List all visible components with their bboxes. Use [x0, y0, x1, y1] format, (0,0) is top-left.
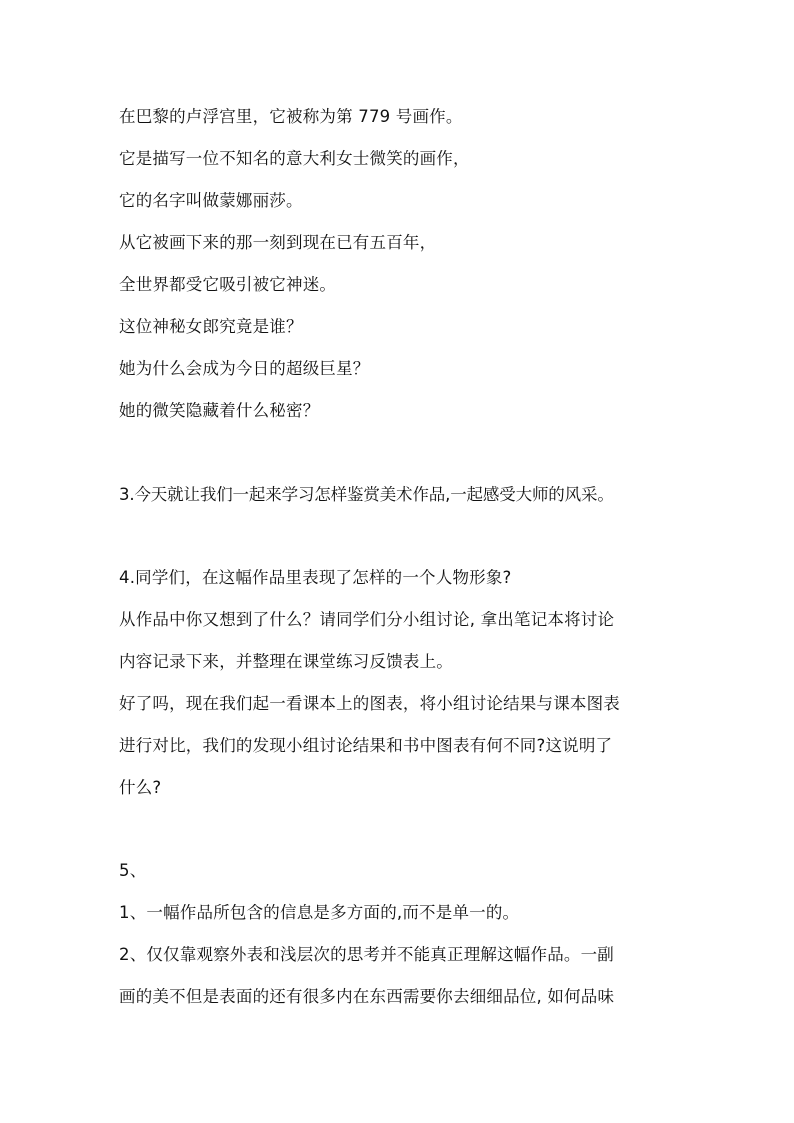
text-line: 全世界都受它吸引被它神迷。 — [119, 275, 337, 294]
text-line: 从它被画下来的那一刻到现在已有五百年， — [119, 233, 437, 252]
text-line: 好了吗，现在我们起一看课本上的图表，将小组讨论结果与课本图表 — [119, 694, 620, 713]
text-line: 内容记录下来，并整理在课堂练习反馈表上。 — [119, 652, 453, 671]
list-item: 1、一幅作品所包含的信息是多方面的,而不是单一的。 — [119, 903, 520, 922]
list-item: 2、仅仅靠观察外表和浅层次的思考并不能真正理解这幅作品。一副 — [119, 945, 614, 964]
text-line: 什么? — [119, 778, 162, 797]
item-4-heading: 4.同学们，在这幅作品里表现了怎样的一个人物形象? — [119, 568, 512, 587]
text-line: 画的美不但是表面的还有很多内在东西需要你去细细品位, 如何品味 — [119, 987, 615, 1006]
text-line: 它的名字叫做蒙娜丽莎。 — [119, 191, 303, 210]
text-line: 它是描写一位不知名的意大利女士微笑的画作， — [119, 149, 470, 168]
item-5-heading: 5、 — [119, 861, 147, 880]
text-line: 这位神秘女郎究竟是谁？ — [119, 317, 303, 336]
text-line: 进行对比，我们的发现小组讨论结果和书中图表有何不同?这说明了 — [119, 736, 613, 755]
text-line: 她为什么会成为今日的超级巨星？ — [119, 359, 370, 378]
text-line: 在巴黎的卢浮宫里，它被称为第 779 号画作。 — [119, 107, 463, 126]
text-line: 她的微笑隐藏着什么秘密？ — [119, 401, 320, 420]
text-line: 从作品中你又想到了什么？请同学们分小组讨论, 拿出笔记本将讨论 — [119, 610, 615, 629]
item-3-text: 3.今天就让我们一起来学习怎样鉴赏美术作品,一起感受大师的风采。 — [119, 485, 614, 504]
